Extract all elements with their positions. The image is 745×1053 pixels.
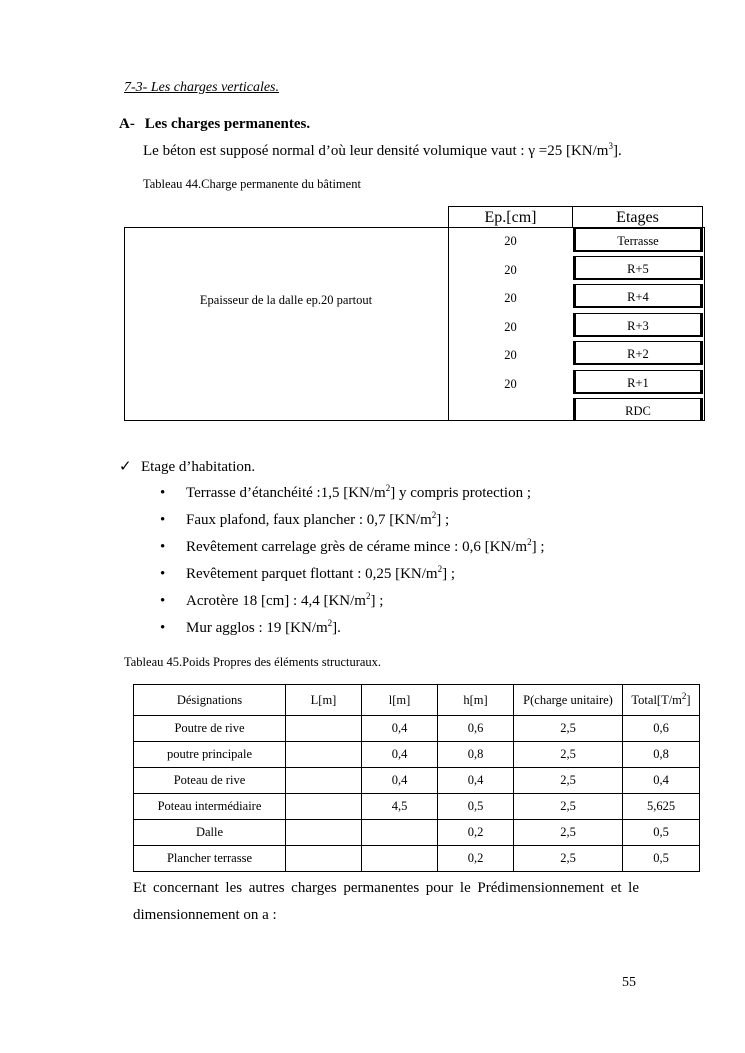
table-row	[134, 716, 700, 742]
cell: 2,5	[514, 768, 623, 794]
table44-thickness: 20	[504, 291, 517, 305]
table44-caption: Tableau 44.Charge permanente du bâtiment	[143, 177, 361, 191]
density-value: =25 [KN/m	[534, 143, 609, 159]
cell: 0,8	[438, 742, 514, 768]
table44-description: Epaisseur de la dalle ep.20 partout	[199, 293, 373, 307]
total-exponent: 2	[681, 690, 687, 701]
item-exponent: 2	[365, 591, 371, 601]
item-exponent: 2	[431, 510, 437, 520]
item-text: Terrasse d’étanchéité :1,5 [KN/m	[186, 485, 386, 501]
table44-header-ep: Ep.[cm]	[448, 206, 573, 228]
table-row	[134, 768, 700, 794]
col-L: L[m]	[286, 685, 362, 716]
list-item	[160, 564, 545, 591]
cell	[286, 820, 362, 846]
habitation-title: Etage d’habitation.	[141, 459, 256, 475]
gamma-symbol: γ	[528, 143, 535, 159]
table44-thickness: 20	[504, 320, 517, 334]
total-label: Total[T/m	[631, 692, 682, 707]
cell: Poutre de rive	[134, 716, 286, 742]
col-total	[623, 685, 700, 716]
closing-line-2: dimensionnement on a :	[133, 907, 277, 923]
table-row	[134, 742, 700, 768]
cell	[362, 846, 438, 872]
cell	[362, 820, 438, 846]
item-rest: ] y compris protection ;	[390, 485, 532, 501]
item-rest: ] ;	[370, 593, 384, 609]
heading-suffix: .	[306, 116, 311, 132]
cell	[286, 794, 362, 820]
item-rest: ] ;	[531, 539, 545, 555]
cell: 2,5	[514, 820, 623, 846]
closing-paragraph	[133, 875, 639, 929]
cell: 2,5	[514, 716, 623, 742]
habitation-heading	[119, 457, 255, 476]
cell: 0,8	[623, 742, 700, 768]
cell: 0,4	[623, 768, 700, 794]
table-row	[134, 846, 700, 872]
item-rest: ] ;	[436, 512, 450, 528]
table44-thickness: 20	[504, 263, 517, 277]
habitation-list	[160, 483, 545, 645]
item-rest: ].	[332, 620, 341, 636]
density-paragraph	[143, 143, 622, 160]
cell: 0,2	[438, 846, 514, 872]
heading-charges-permanentes	[119, 116, 310, 133]
cell	[286, 768, 362, 794]
item-rest: ] ;	[442, 566, 456, 582]
table44-floor: RDC	[573, 398, 703, 421]
cell: 0,2	[438, 820, 514, 846]
item-text: Faux plafond, faux plancher : 0,7 [KN/m	[186, 512, 432, 528]
item-text: Revêtement carrelage grès de cérame mince : 0,6 [KN/m	[186, 539, 528, 555]
table-row	[134, 794, 700, 820]
cell: 0,4	[362, 716, 438, 742]
table44-floor: R+4	[573, 284, 703, 308]
cell: 0,4	[362, 742, 438, 768]
cell: Poteau intermédiaire	[134, 794, 286, 820]
table-row	[134, 820, 700, 846]
table45	[133, 684, 700, 872]
density-closing: ].	[612, 143, 622, 159]
item-text: Mur agglos : 19 [KN/m	[186, 620, 328, 636]
cell: 2,5	[514, 794, 623, 820]
list-item	[160, 483, 545, 510]
table44-floor: R+3	[573, 313, 703, 337]
cell: 4,5	[362, 794, 438, 820]
cell: 2,5	[514, 742, 623, 768]
heading-text: Les charges permanentes	[144, 116, 307, 132]
cell: Plancher terrasse	[134, 846, 286, 872]
heading-letter: A-	[119, 116, 135, 132]
cell: 0,5	[623, 820, 700, 846]
cell	[286, 742, 362, 768]
cell	[286, 846, 362, 872]
table44-floor: R+5	[573, 256, 703, 280]
item-exponent: 2	[327, 618, 333, 628]
page-number: 55	[622, 975, 636, 990]
table44-thickness: 20	[504, 234, 517, 248]
cell: 0,5	[438, 794, 514, 820]
density-text: Le béton est supposé normal d’où leur densité volumique vaut :	[143, 143, 529, 159]
list-item	[160, 591, 545, 618]
cell: 0,6	[438, 716, 514, 742]
table44-thickness: 20	[504, 348, 517, 362]
col-l: l[m]	[362, 685, 438, 716]
section-title: 7-3- Les charges verticales.	[124, 80, 279, 95]
item-exponent: 2	[437, 564, 443, 574]
cell: 5,625	[623, 794, 700, 820]
cell: 2,5	[514, 846, 623, 872]
cell: Dalle	[134, 820, 286, 846]
table45-caption: Tableau 45.Poids Propres des éléments structuraux.	[124, 655, 382, 669]
closing-line-1: Et concernant les autres charges permanentes pour le Prédimensionnement et le	[133, 880, 639, 896]
cell	[286, 716, 362, 742]
item-exponent: 2	[527, 537, 532, 547]
table44-floor: R+1	[573, 370, 703, 394]
col-charge-unitaire: P(charge unitaire)	[514, 685, 623, 716]
table44-floor: Terrasse	[573, 228, 703, 252]
table44-thickness: 20	[504, 377, 517, 391]
list-item	[160, 537, 545, 564]
col-h: h[m]	[438, 685, 514, 716]
cell: Poteau de rive	[134, 768, 286, 794]
list-item	[160, 510, 545, 537]
col-designations: Désignations	[134, 685, 286, 716]
cell: 0,6	[623, 716, 700, 742]
cell: 0,5	[623, 846, 700, 872]
cell: 0,4	[362, 768, 438, 794]
item-exponent: 2	[385, 483, 391, 493]
table44-floor: R+2	[573, 341, 703, 365]
total-closing: ]	[686, 692, 691, 707]
cell: poutre principale	[134, 742, 286, 768]
density-exponent: 3	[608, 141, 613, 151]
item-text: Acrotère 18 [cm] : 4,4 [KN/m	[186, 593, 366, 609]
table-header-row	[134, 685, 700, 716]
list-item	[160, 618, 545, 645]
item-text: Revêtement parquet flottant : 0,25 [KN/m	[186, 566, 438, 582]
check-icon: ✓	[119, 459, 132, 475]
table44-header-etages: Etages	[572, 206, 703, 228]
cell: 0,4	[438, 768, 514, 794]
